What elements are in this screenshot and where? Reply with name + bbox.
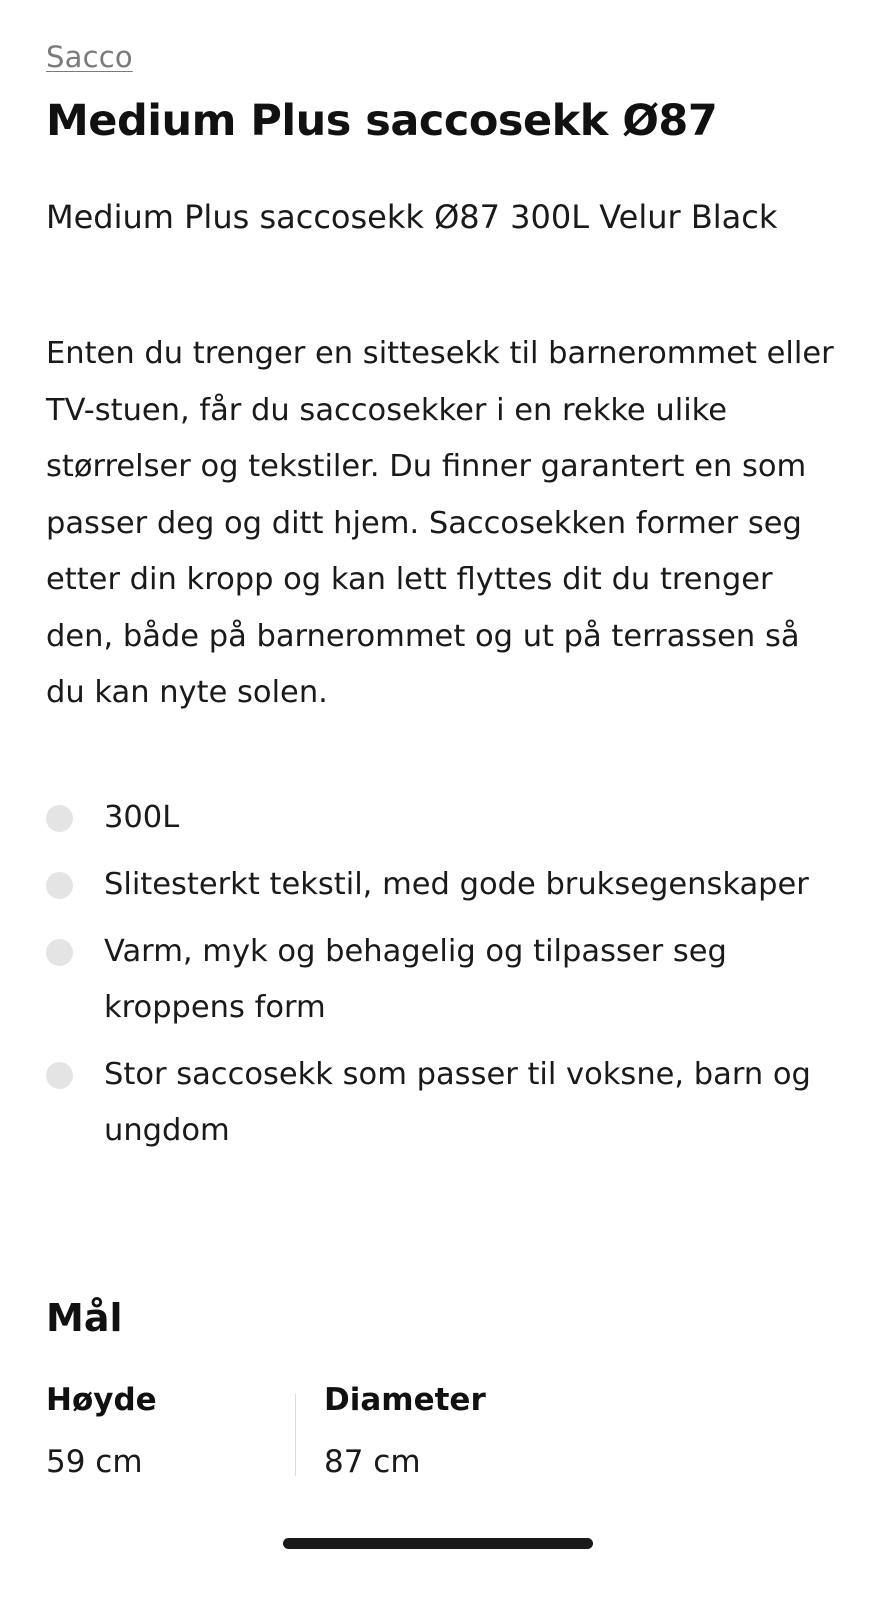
- dimension-divider: [295, 1394, 296, 1476]
- dimension-height: [46, 1380, 157, 1482]
- dimension-value: 87 cm: [324, 1444, 421, 1480]
- product-description: Enten du trenger en sittesekk til barnerommet eller TV-stuen, får du saccosekker i en rekke ulike størrelser og tekstiler. Du finner garantert en som passer deg og ditt hjem. Saccosekken former seg etter din kropp og kan lett flyttes dit du trenger den, både på barnerommet og ut på terrassen så du kan nyte solen.: [46, 336, 834, 710]
- dimension-value: 59 cm: [46, 1444, 143, 1480]
- dimensions-table: [46, 1380, 846, 1490]
- product-title: Medium Plus saccosekk Ø87: [46, 96, 718, 146]
- feature-text: Stor saccosekk som passer til voksne, barn og ungdom: [104, 1057, 811, 1148]
- feature-item: [46, 857, 846, 913]
- dimension-diameter: [324, 1380, 486, 1482]
- home-indicator[interactable]: [283, 1538, 593, 1549]
- product-variant: Medium Plus saccosekk Ø87 300L Velur Black: [46, 198, 778, 236]
- dimensions-title: Mål: [46, 1296, 123, 1340]
- dimension-label: Diameter: [324, 1382, 486, 1418]
- feature-item: [46, 924, 846, 1036]
- feature-text: Slitesterkt tekstil, med gode bruksegenskaper: [104, 867, 809, 902]
- dimension-label: Høyde: [46, 1382, 157, 1418]
- feature-list: [46, 790, 846, 1170]
- bullet-icon: [46, 1062, 73, 1089]
- feature-text: Varm, myk og behagelig og tilpasser seg kroppens form: [104, 934, 727, 1025]
- feature-item: [46, 1047, 846, 1159]
- bullet-icon: [46, 939, 73, 966]
- brand-link[interactable]: Sacco: [46, 40, 133, 74]
- bullet-icon: [46, 872, 73, 899]
- feature-text: 300L: [104, 800, 180, 835]
- bullet-icon: [46, 805, 73, 832]
- feature-item: [46, 790, 846, 846]
